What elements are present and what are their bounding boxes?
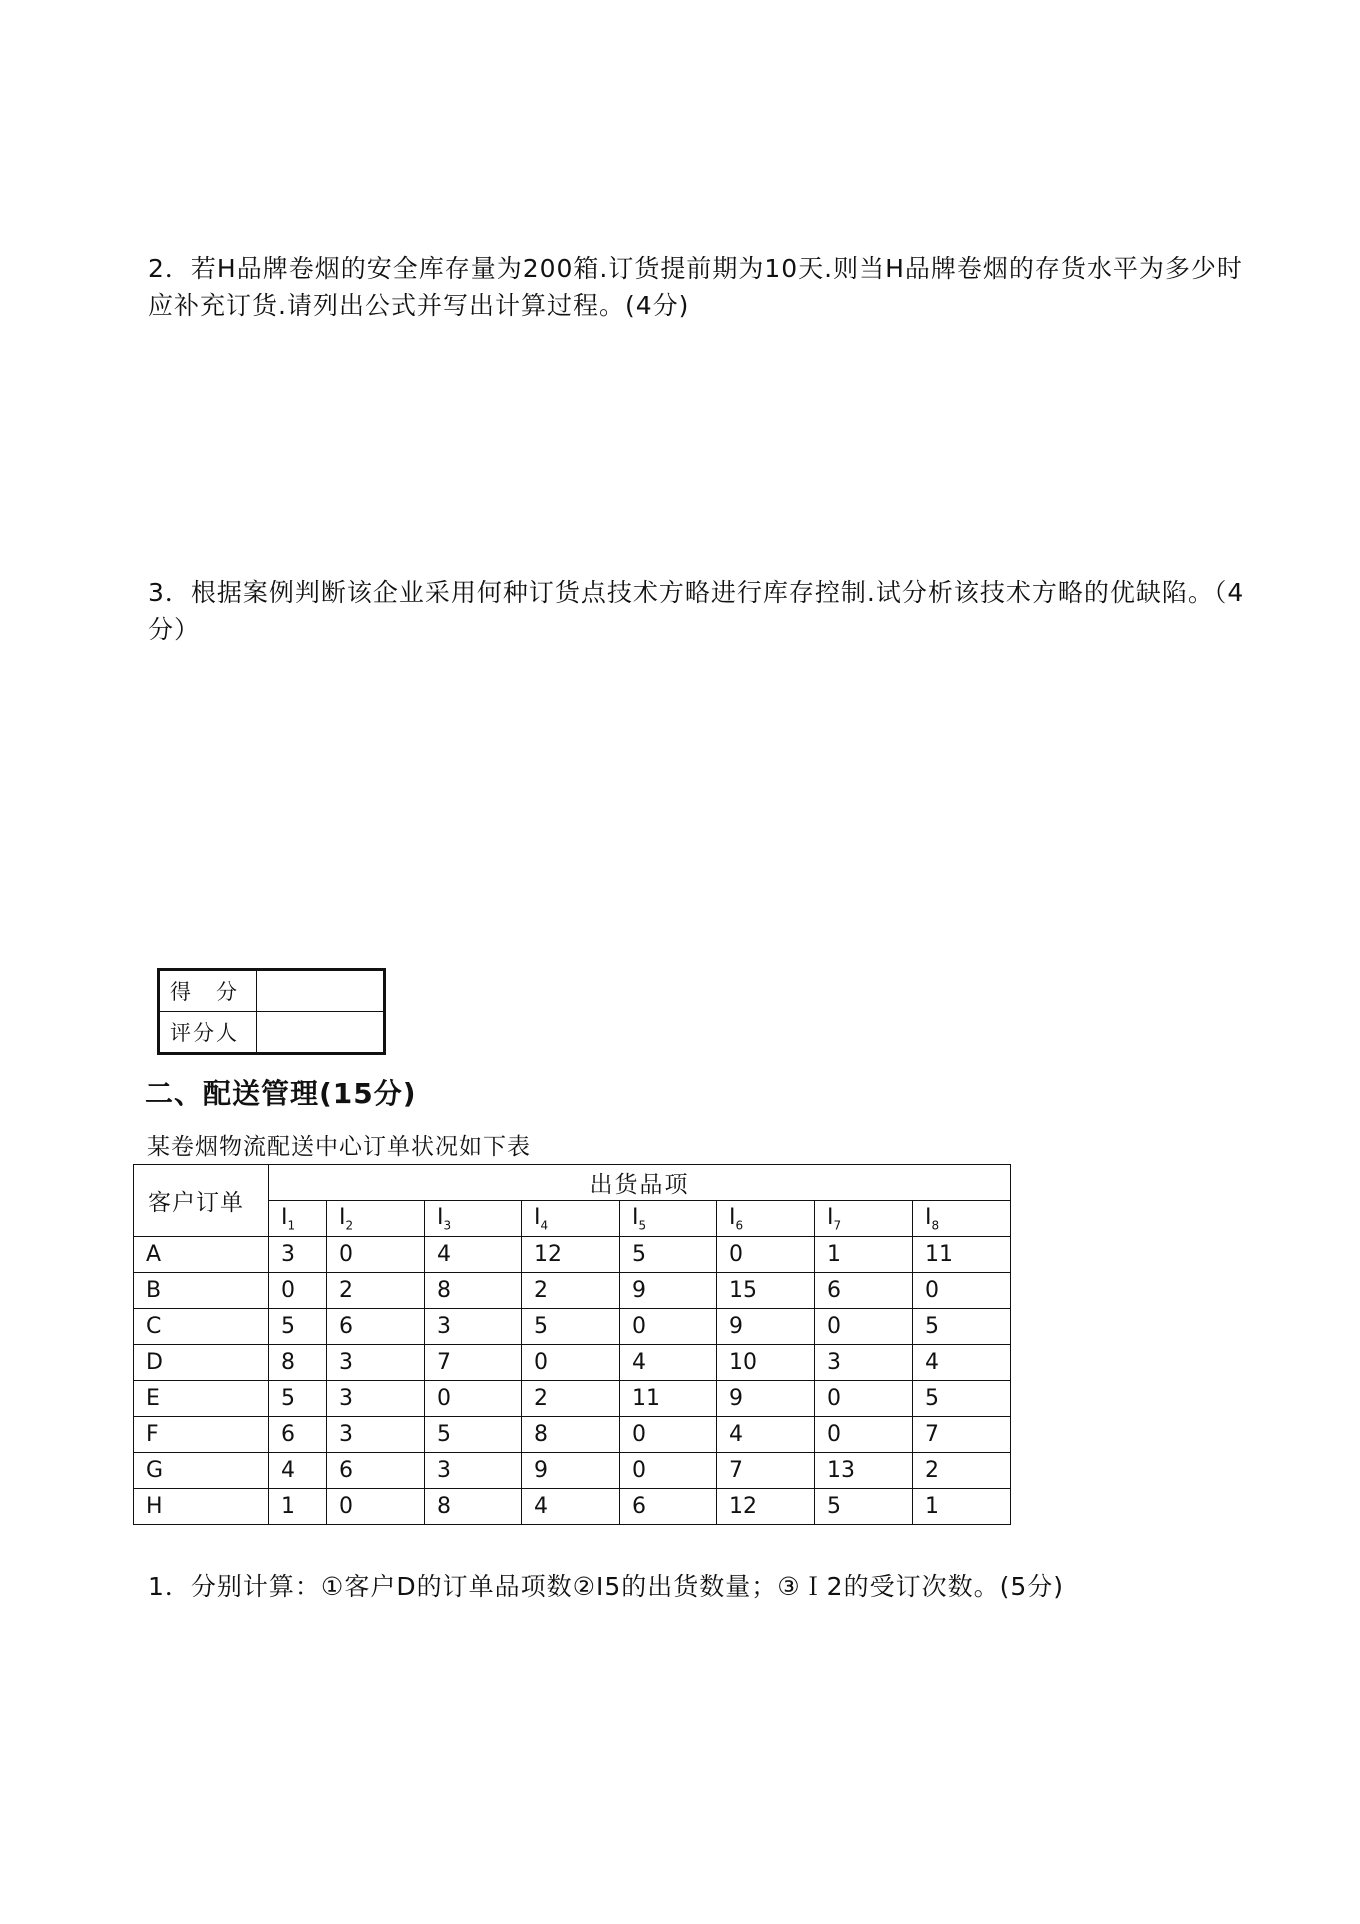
quantity-cell: 4 — [913, 1345, 1011, 1381]
item-header-main: I — [437, 1204, 444, 1230]
corner-header: 客户订单 — [134, 1165, 269, 1237]
quantity-cell: 0 — [522, 1345, 620, 1381]
quantity-cell: 3 — [815, 1345, 913, 1381]
customer-cell: D — [134, 1345, 269, 1381]
item-header-sub: 4 — [540, 1218, 549, 1233]
score-value — [257, 970, 385, 1012]
item-header-sub: 6 — [735, 1218, 744, 1233]
question-3: 3．根据案例判断该企业采用何种订货点技术方略进行库存控制.试分析该技术方略的优缺陷。（4分） — [148, 578, 1245, 644]
item-header-sub: 7 — [833, 1218, 842, 1233]
order-table — [133, 1164, 1011, 1525]
quantity-cell: 1 — [815, 1237, 913, 1273]
quantity-cell: 9 — [717, 1309, 815, 1345]
quantity-cell: 12 — [717, 1489, 815, 1525]
quantity-cell: 0 — [815, 1309, 913, 1345]
quantity-cell: 0 — [913, 1273, 1011, 1309]
grader-label: 评分人 — [159, 1012, 257, 1054]
quantity-cell: 0 — [327, 1489, 425, 1525]
quantity-cell: 0 — [327, 1237, 425, 1273]
quantity-cell: 9 — [717, 1381, 815, 1417]
customer-cell: H — [134, 1489, 269, 1525]
quantity-cell: 5 — [620, 1237, 717, 1273]
item-header-main: I — [729, 1204, 736, 1230]
item-header — [327, 1201, 425, 1237]
quantity-cell: 7 — [425, 1345, 522, 1381]
item-header-sub: 2 — [345, 1218, 354, 1233]
table-row — [134, 1345, 1011, 1381]
table-row — [134, 1417, 1011, 1453]
item-header — [620, 1201, 717, 1237]
quantity-cell: 7 — [913, 1417, 1011, 1453]
quantity-cell: 8 — [522, 1417, 620, 1453]
quantity-cell: 6 — [815, 1273, 913, 1309]
quantity-cell: 0 — [620, 1453, 717, 1489]
quantity-cell: 3 — [327, 1345, 425, 1381]
quantity-cell: 5 — [522, 1309, 620, 1345]
table-row — [134, 1381, 1011, 1417]
quantity-cell: 3 — [327, 1381, 425, 1417]
item-header-main: I — [827, 1204, 834, 1230]
quantity-cell: 5 — [269, 1309, 327, 1345]
quantity-cell: 13 — [815, 1453, 913, 1489]
quantity-cell: 4 — [620, 1345, 717, 1381]
quantity-cell: 11 — [913, 1237, 1011, 1273]
score-box — [157, 968, 386, 1055]
quantity-cell: 0 — [620, 1309, 717, 1345]
grader-value — [257, 1012, 385, 1054]
quantity-cell: 0 — [269, 1273, 327, 1309]
quantity-cell: 0 — [815, 1381, 913, 1417]
customer-cell: G — [134, 1453, 269, 1489]
quantity-cell: 1 — [269, 1489, 327, 1525]
table-row — [134, 1237, 1011, 1273]
item-header-sub: 1 — [287, 1218, 296, 1233]
quantity-cell: 4 — [269, 1453, 327, 1489]
quantity-cell: 8 — [425, 1273, 522, 1309]
item-header-main: I — [281, 1204, 288, 1230]
quantity-cell: 0 — [620, 1417, 717, 1453]
item-header-main: I — [632, 1204, 639, 1230]
quantity-cell: 3 — [327, 1417, 425, 1453]
score-label: 得 分 — [159, 970, 257, 1012]
item-header — [522, 1201, 620, 1237]
item-header-sub: 3 — [443, 1218, 452, 1233]
quantity-cell: 5 — [913, 1309, 1011, 1345]
quantity-cell: 11 — [620, 1381, 717, 1417]
quantity-cell: 6 — [269, 1417, 327, 1453]
quantity-cell: 6 — [327, 1453, 425, 1489]
quantity-cell: 5 — [425, 1417, 522, 1453]
item-header-sub: 5 — [638, 1218, 647, 1233]
quantity-cell: 8 — [425, 1489, 522, 1525]
quantity-cell: 3 — [425, 1309, 522, 1345]
item-header — [913, 1201, 1011, 1237]
quantity-cell: 9 — [620, 1273, 717, 1309]
section-title: 二、配送管理(15分) — [145, 1077, 417, 1110]
item-header — [717, 1201, 815, 1237]
customer-cell: C — [134, 1309, 269, 1345]
item-header-sub: 8 — [931, 1218, 940, 1233]
quantity-cell: 2 — [913, 1453, 1011, 1489]
table-row — [134, 1489, 1011, 1525]
item-header-main: I — [925, 1204, 932, 1230]
customer-cell: A — [134, 1237, 269, 1273]
quantity-cell: 10 — [717, 1345, 815, 1381]
quantity-cell: 4 — [717, 1417, 815, 1453]
table-row — [134, 1453, 1011, 1489]
quantity-cell: 2 — [522, 1381, 620, 1417]
order-table-body — [134, 1237, 1011, 1525]
customer-cell: B — [134, 1273, 269, 1309]
quantity-cell: 5 — [913, 1381, 1011, 1417]
quantity-cell: 4 — [425, 1237, 522, 1273]
quantity-cell: 3 — [269, 1237, 327, 1273]
item-header — [815, 1201, 913, 1237]
quantity-cell: 0 — [717, 1237, 815, 1273]
item-header-main: I — [534, 1204, 541, 1230]
item-header — [269, 1201, 327, 1237]
question-2: 2．若H品牌卷烟的安全库存量为200箱.订货提前期为10天.则当H品牌卷烟的存货水平为多少时应补充订货.请列出公式并写出计算过程。(4分) — [148, 254, 1243, 320]
quantity-cell: 9 — [522, 1453, 620, 1489]
quantity-cell: 0 — [425, 1381, 522, 1417]
table-row — [134, 1309, 1011, 1345]
item-header-main: I — [339, 1204, 346, 1230]
quantity-cell: 12 — [522, 1237, 620, 1273]
quantity-cell: 2 — [522, 1273, 620, 1309]
quantity-cell: 3 — [425, 1453, 522, 1489]
customer-cell: F — [134, 1417, 269, 1453]
customer-cell: E — [134, 1381, 269, 1417]
item-header — [425, 1201, 522, 1237]
quantity-cell: 6 — [620, 1489, 717, 1525]
quantity-cell: 5 — [815, 1489, 913, 1525]
table-row — [134, 1273, 1011, 1309]
quantity-cell: 7 — [717, 1453, 815, 1489]
quantity-cell: 15 — [717, 1273, 815, 1309]
quantity-cell: 1 — [913, 1489, 1011, 1525]
quantity-cell: 2 — [327, 1273, 425, 1309]
quantity-cell: 0 — [815, 1417, 913, 1453]
quantity-cell: 4 — [522, 1489, 620, 1525]
quantity-cell: 6 — [327, 1309, 425, 1345]
group-header: 出货品项 — [269, 1165, 1011, 1201]
question-1-distribution: 1．分别计算：①客户D的订单品项数②I5的出货数量；③Ｉ2的受订次数。(5分) — [148, 1572, 1064, 1601]
quantity-cell: 5 — [269, 1381, 327, 1417]
quantity-cell: 8 — [269, 1345, 327, 1381]
table-caption: 某卷烟物流配送中心订单状况如下表 — [147, 1134, 531, 1160]
